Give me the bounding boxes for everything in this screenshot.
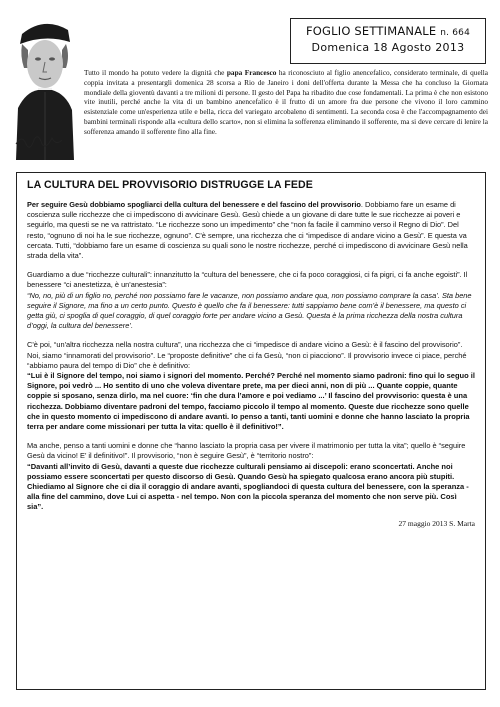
priest-portrait-image	[12, 12, 76, 160]
article-box	[16, 172, 486, 690]
article-quote-3: “Davanti all’invito di Gesù, davanti a queste due ricchezze culturali pensiamo ai discepoli: erano sconcertati. Anche noi possiamo essere sconcertati per questo discorso di Gesù. Quando Gesù ha spiegato qualcosa erano ancora più stupiti. Chiediamo al Signore che ci dia il coraggio di andare avanti, spogliandoci di questa cultura del benessere, con la speranza - alla fine del cammino, dove Lui ci aspetta - nel tempo. Non con la piccola speranza del momento che non serve più. Così sia”.	[27, 461, 469, 512]
newsletter-masthead	[290, 18, 486, 64]
article-title: LA CULTURA DEL PROVVISORIO DISTRUGGE LA FEDE	[27, 179, 313, 191]
newsletter-title: FOGLIO SETTIMANALE	[305, 24, 437, 38]
article-quote-1: “No, no, più di un figlio no, perché non possiamo fare le vacanze, non possiamo andare qua, non possiamo comprare la casa’. Sta bene seguire il Signore, ma fino a un certo punto. Questo è quello che fa il benessere: tutti sappiamo bene com’è il benessere, ma questo ci getta giù, ci spoglia di quel coraggio, di quel coraggio forte per andare vicino a Gesù. Questa è la prima ricchezza della nostra cultura d’oggi, la cultura del benessere’.	[27, 290, 472, 331]
article-paragraph-1: Per seguire Gesù dobbiamo spogliarci della cultura del benessere e del fascino del provvisorio. Dobbiamo fare un esame di coscienza sulle ricchezze che ci impediscono di avvicinare Gesù. Gesù chiede a un giovane di dare tutte le sue ricchezze ai poveri e seguirlo, ma questi se ne va rattristato. “Le ricchezze sono un impedimento” che “non fa facile il cammino verso il Regno di Dio”. Del resto, “ognuno di noi ha le sue ricchezze, ognuno”. C'è sempre, una ricchezza che ci “impedisce di andare vicino a Gesù”. E questa va cercata. Tutti, “dobbiamo fare un esame di coscienza su quali sono le nostre ricchezze, perché ci impediscono di avvicinare Gesù nella strada della vita”.	[27, 200, 468, 261]
article-paragraph-4: Ma anche, penso a tanti uomini e donne che “hanno lasciato la propria casa per vivere il matrimonio per tutta la vita”; quello è “seguire Gesù da vicino! E’ il definitivo!”. Il provvisorio, “non è seguire Gesù”, è “territorio nostro”: “Davanti all’invito di Gesù, davanti a queste due ricchezze culturali pensiamo ai discepoli: erano sconcertati. Anche noi possiamo essere sconcertati per questo discorso di Gesù. Quando Gesù ha spiegato qualcosa erano ancora più stupiti. Chiediamo al Signore che ci dia il coraggio di andare avanti, spogliandoci di questa cultura del benessere, con la speranza - alla fine del cammino, dove Lui ci aspetta - nel tempo. Non con la piccola speranza del momento che non serve più. Così sia”.	[27, 441, 469, 512]
article-paragraph-2: Guardiamo a due “ricchezze culturali”: innanzitutto la “cultura del benessere, che ci fa poco coraggiosi, ci fa pigri, ci fa anche egoisti”. Il benessere “ci anestetizza, è un'anestesia”: “No, no, più di un figlio no, perché non possiamo fare le vacanze, non possiamo andare qua, non possiamo comprare la casa’. Sta bene seguire il Signore, ma fino a un certo punto. Questo è quello che fa il benessere: tutti sappiamo bene com’è il benessere, ma questo ci getta giù, ci spoglia di quel coraggio, di quel coraggio forte per andare vicino a Gesù. Questa è la prima ricchezza della nostra cultura d’oggi, la cultura del benessere’.	[27, 270, 472, 331]
article-paragraph-3: C'è poi, “un'altra ricchezza nella nostra cultura”, una ricchezza che ci “impedisce di andare vicino a Gesù: è il fascino del provvisorio”. Noi, siamo “innamorati del provvisorio”. Le “proposte definitive” che ci fa Gesù, “non ci piacciono”. Il provvisorio invece ci piace, perché “abbiamo paura del tempo di Dio” che è definitivo: “Lui è il Signore del tempo, noi siamo i signori del momento. Perché? Perché nel momento siamo padroni: fino qui lo seguo il Signore, poi vedrò ... Ho sentito di uno che voleva diventare prete, ma per dieci anni, non di più ... Quante coppie, quante coppie si sposano, senza dirlo, ma nel cuore: ‘fin che dura l’amore e poi vediamo ...’ Il fascino del provvisorio: questa è una ricchezza. Dobbiamo diventare padroni del tempo, facciamo piccolo il tempo al momento. Queste due ricchezze sono quelle che in questo momento ci impediscono di andare avanti. Io penso a tanti, tanti uomini e donne che hanno lasciato la propria terra per andare come missionari per tutta la vita: quello è il definitivo!”.	[27, 340, 475, 432]
issue-date: Domenica 18 Agosto 2013	[311, 41, 465, 54]
issue-number: n. 664	[440, 28, 471, 38]
intro-paragraph: Tutto il mondo ha potuto vedere la dignità che papa Francesco ha riconosciuto al figlio anencefalico, considerato terminale, di quella coppia invitata a presentargli domenica 28 scorsa a Rio de Janeiro i doni dell'offerta durante la Messa che ha concluso la Giornata mondiale della gioventù davanti a tre milioni di persone. Il gesto del Papa ha ribadito due cose fondamentali. La prima è che non esistono vite inutili, perché anche la vita di un bambino anencefalico è il frutto di un amore fra due persone che vivono il loro cammino esistenziale come un'esperienza utile e bella, ricca del variegato arcobaleno di sentimenti. La seconda cosa è che l'accompagnamento dei bambini terminali risponde alla «cultura dello scarto», non si elimina la sofferenza eliminando il sofferente, ma si deve cercare di lenire la sofferenza amando il sofferente fino alla fine.	[84, 68, 488, 136]
article-quote-2: “Lui è il Signore del tempo, noi siamo i signori del momento. Perché? Perché nel momento siamo padroni: fino qui lo seguo il Signore, poi vedrò ... Ho sentito di uno che voleva diventare prete, ma per dieci anni, non di più ... Quante coppie, quante coppie si sposano, senza dirlo, ma nel cuore: ‘fin che dura l’amore e poi vediamo ...’ Il fascino del provvisorio: questa è una ricchezza. Dobbiamo diventare padroni del tempo, facciamo piccolo il tempo al momento. Queste due ricchezze sono quelle che in questo momento ci impediscono di andare avanti. Io penso a tanti, tanti uomini e donne che hanno lasciato la propria terra per andare come missionari per tutta la vita: quello è il definitivo!”.	[27, 371, 475, 432]
article-signature: 27 maggio 2013 S. Marta	[398, 518, 475, 528]
intro-bold-name: papa Francesco	[226, 68, 277, 77]
